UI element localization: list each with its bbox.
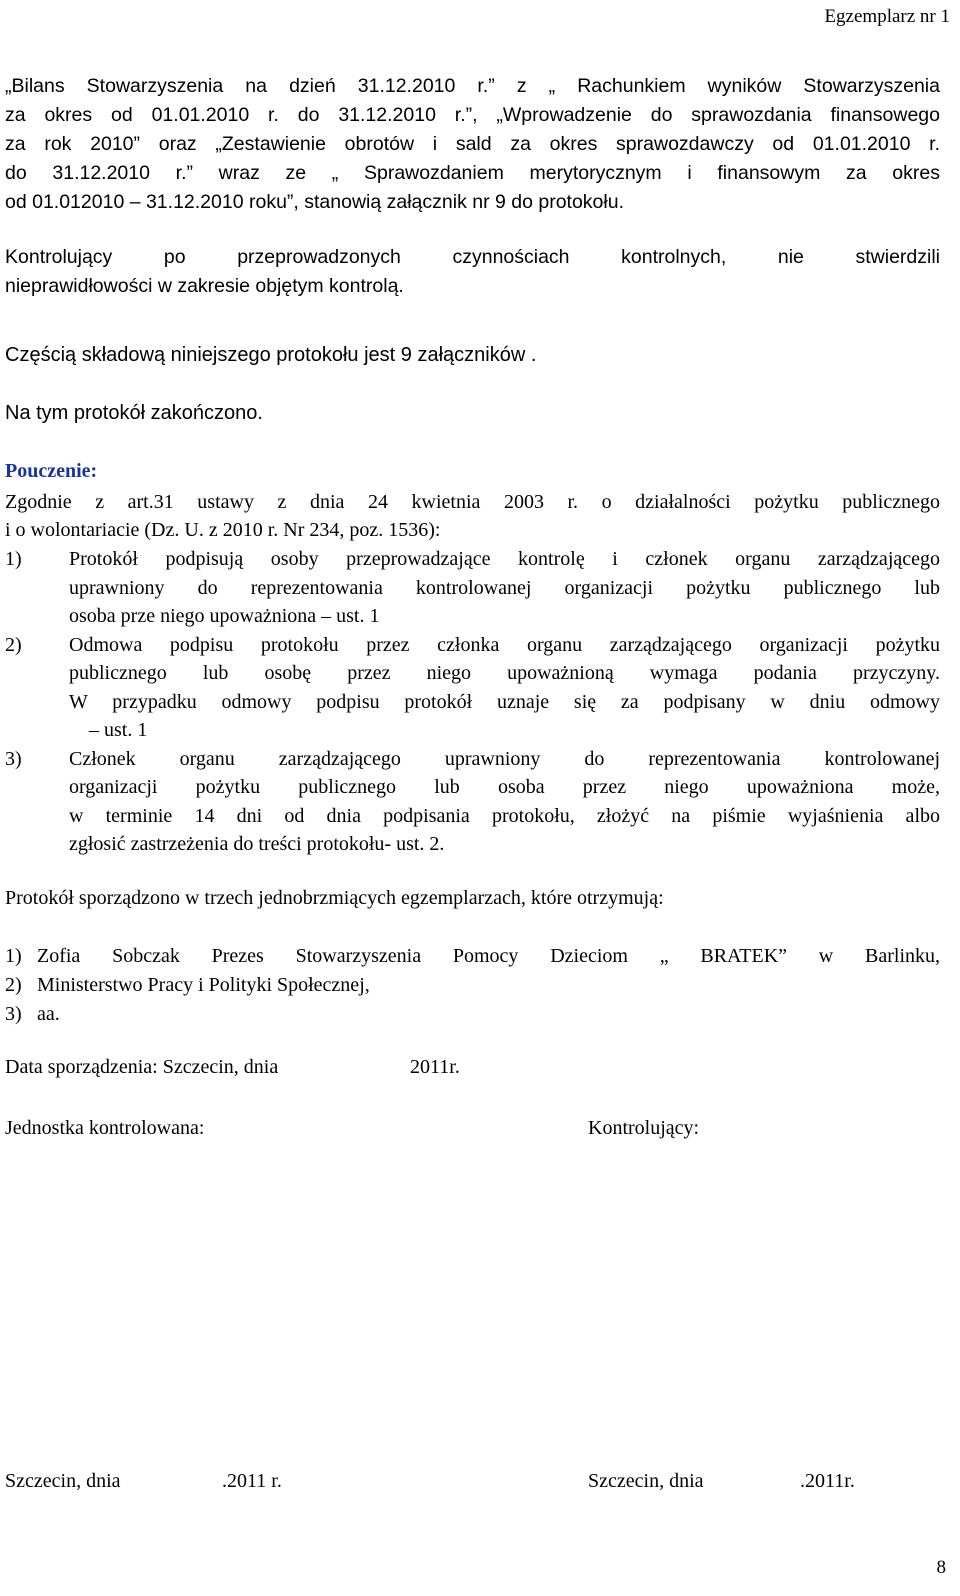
audited-unit-label: Jednostka kontrolowana: bbox=[5, 1117, 205, 1139]
rule-line: uprawniony do reprezentowania kontrolowanej organizacji pożytku publicznego lub bbox=[69, 576, 940, 599]
instruction-heading: Pouczenie: bbox=[5, 460, 98, 482]
rule-line: Członek organu zarządzającego uprawniony do reprezentowania kontrolowanej bbox=[69, 747, 940, 770]
left-signature-date: .2011 r. bbox=[222, 1470, 282, 1492]
findings-line: Kontrolujący po przeprowadzonych czynnościach kontrolnych, nie stwierdzili bbox=[5, 246, 940, 268]
recipient-item bbox=[5, 942, 940, 971]
right-signature-place: Szczecin, dnia bbox=[588, 1470, 704, 1492]
rule-line: publicznego lub osobę przez niego upoważnioną wymaga podania przyczyny. bbox=[69, 662, 940, 684]
recipient-text: Zofia Sobczak Prezes Stowarzyszenia Pomocy Dzieciom „ BRATEK” w Barlinku, bbox=[37, 945, 940, 967]
recipients-list bbox=[5, 942, 940, 1029]
copies-sentence: Protokół sporządzono w trzech jednobrzmiących egzemplarzach, które otrzymują: bbox=[5, 887, 664, 909]
rule-line: organizacji pożytku publicznego lub osoba przez niego upoważniona może, bbox=[69, 776, 940, 798]
rule-line: W przypadku odmowy podpisu protokół uznaje się za podpisany w dniu odmowy bbox=[69, 690, 940, 713]
instruction-rules bbox=[5, 545, 940, 859]
left-signature-place: Szczecin, dnia bbox=[5, 1470, 121, 1492]
legal-basis bbox=[5, 488, 940, 544]
rule-line: osoba prze niego upoważniona – ust. 1 bbox=[69, 605, 380, 627]
intro-line: za okres od 01.01.2010 r. do 31.12.2010 r.”, „Wprowadzenie do sprawozdania finansowego bbox=[5, 104, 940, 126]
rule-line: Odmowa podpisu protokołu przez członka organu zarządzającego organizacji pożytku bbox=[69, 633, 940, 656]
rule-item bbox=[5, 545, 940, 631]
date-year: 2011r. bbox=[410, 1056, 460, 1078]
page-number: 8 bbox=[936, 1557, 946, 1578]
findings-paragraph bbox=[5, 243, 940, 301]
recipient-number: 2) bbox=[5, 974, 22, 996]
closing-sentence: Na tym protokół zakończono. bbox=[5, 402, 263, 424]
intro-line: za rok 2010” oraz „Zestawienie obrotów i sald za okres sprawozdawczy od 01.01.2010 r. bbox=[5, 133, 940, 155]
recipient-text: aa. bbox=[37, 1003, 60, 1025]
rule-item bbox=[5, 631, 940, 745]
recipient-item bbox=[5, 971, 940, 1000]
recipient-number: 1) bbox=[5, 945, 22, 967]
intro-line: od 01.012010 – 31.12.2010 roku”, stanowią załącznik nr 9 do protokołu. bbox=[5, 191, 625, 213]
inspector-label: Kontrolujący: bbox=[588, 1117, 700, 1139]
rule-line: – ust. 1 bbox=[89, 719, 148, 741]
rule-line: w terminie 14 dni od dnia podpisania protokołu, złożyć na piśmie wyjaśnienia albo bbox=[69, 804, 940, 827]
intro-paragraph bbox=[5, 72, 940, 217]
intro-line: „Bilans Stowarzyszenia na dzień 31.12.2010 r.” z „ Rachunkiem wyników Stowarzyszenia bbox=[5, 75, 940, 97]
findings-line: nieprawidłowości w zakresie objętym kontrolą. bbox=[5, 275, 404, 297]
attachments-sentence: Częścią składową niniejszego protokołu jest 9 załączników . bbox=[5, 344, 537, 366]
rule-number: 3) bbox=[5, 747, 22, 770]
recipient-number: 3) bbox=[5, 1003, 22, 1025]
right-signature-date: .2011r. bbox=[800, 1470, 855, 1492]
rule-line: Protokół podpisują osoby przeprowadzające kontrolę i członek organu zarządzającego bbox=[69, 548, 940, 570]
date-label: Data sporządzenia: Szczecin, dnia bbox=[5, 1056, 279, 1078]
recipient-text: Ministerstwo Pracy i Polityki Społecznej, bbox=[37, 974, 370, 996]
rule-line: zgłosić zastrzeżenia do treści protokołu- ust. 2. bbox=[69, 833, 445, 855]
copy-label: Egzemplarz nr 1 bbox=[824, 6, 950, 27]
legal-line: Zgodnie z art.31 ustawy z dnia 24 kwietnia 2003 r. o działalności pożytku publicznego bbox=[5, 491, 940, 513]
rule-number: 2) bbox=[5, 633, 22, 656]
intro-line: do 31.12.2010 r.” wraz ze „ Sprawozdaniem merytorycznym i finansowym za okres bbox=[5, 162, 940, 184]
rule-number: 1) bbox=[5, 548, 22, 570]
legal-line: i o wolontariacie (Dz. U. z 2010 r. Nr 234, poz. 1536): bbox=[5, 519, 441, 541]
recipient-item bbox=[5, 1000, 940, 1029]
rule-item bbox=[5, 745, 940, 859]
